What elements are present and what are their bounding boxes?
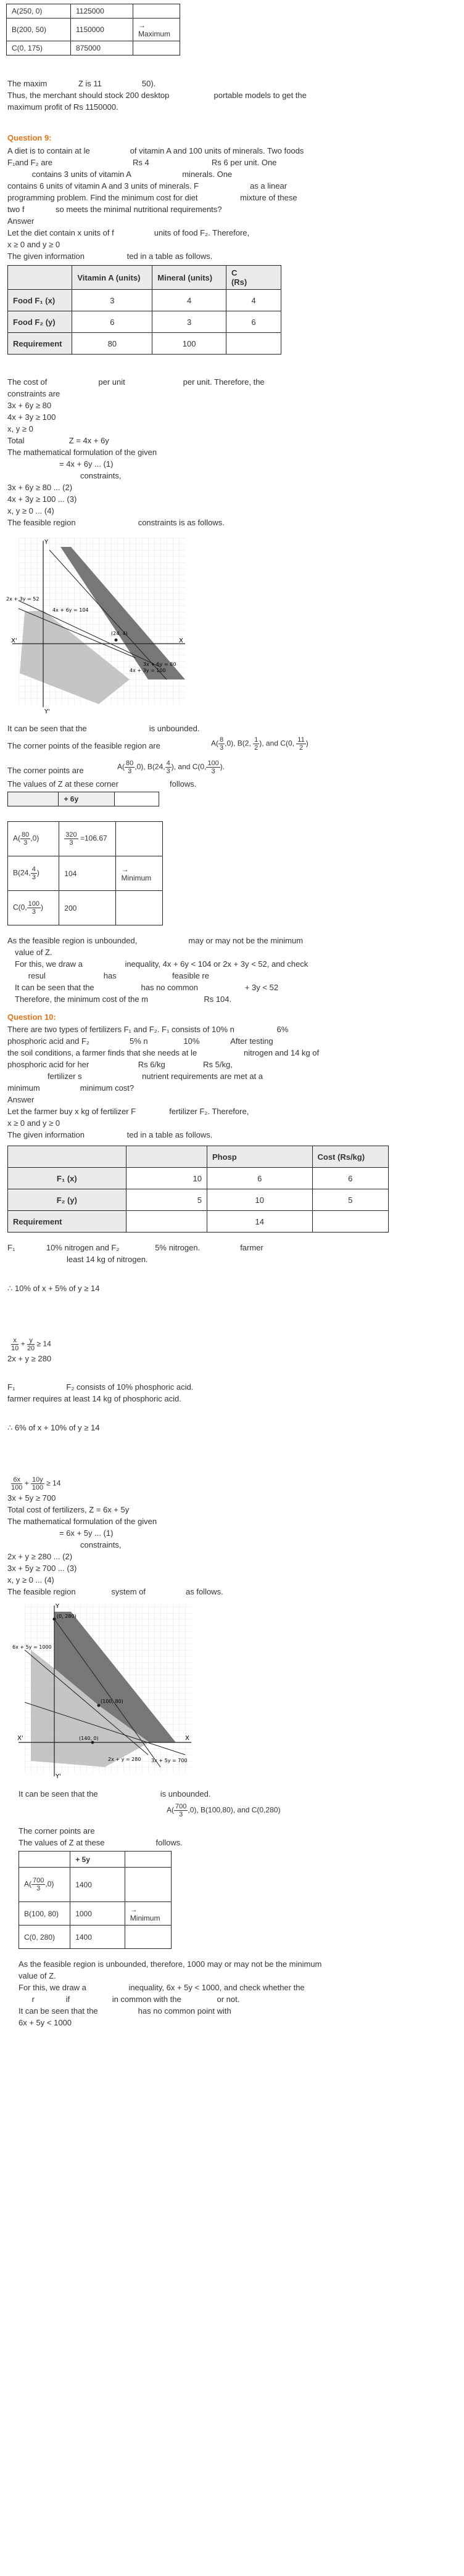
intro-line: The maxim Z is 11 50). (7, 79, 156, 88)
table-row (8, 333, 281, 355)
q9-text: 3x + 6y ≥ 80 ... (2) (7, 483, 73, 492)
line-label: 2x + y = 280 (108, 1757, 141, 1762)
q9-text: = 4x + 6y ... (1) (59, 459, 114, 469)
q9-z-header (7, 792, 159, 806)
line-label: 4x + 3y = 100 (130, 668, 166, 673)
q9-text: two f so meets the minimal nutritional requirements? (7, 205, 222, 214)
table-header-row (8, 1146, 389, 1168)
q9-text: programming problem. Find the minimum cost for diet mixture of these (7, 193, 297, 202)
table-cell: F₂ (y) (8, 1189, 126, 1211)
q9-text: x, y ≥ 0 ... (4) (7, 506, 54, 515)
table-cell: 1150000 (70, 18, 133, 41)
table-cell (116, 891, 163, 925)
table-cell: 104 (59, 856, 116, 891)
question-9-heading: Question 9: (7, 133, 52, 142)
q10-data-table (7, 1146, 389, 1233)
table-cell: Food F₁ (x) (8, 290, 72, 311)
table-cell (125, 1852, 171, 1868)
table-row (7, 18, 180, 41)
q9-text: 4x + 3y ≥ 100 ... (3) (7, 494, 77, 504)
table-cell: 5 (312, 1189, 389, 1211)
table-cell: 875000 (70, 41, 133, 55)
answer-label: Answer (7, 216, 35, 226)
q9-z-table (7, 821, 163, 925)
table-cell: → Maximum (133, 18, 180, 41)
q9-text: The cost of per unit per unit. Therefore, the (7, 377, 265, 387)
line-label: 4x + 6y = 104 (52, 607, 89, 613)
table-cell: B(24, $\frac{4}{3}$ ) (8, 856, 59, 891)
q10-text: constraints, (80, 1540, 122, 1549)
q9-text: F₁and F₂ are Rs 4 Rs 6 per unit. One (7, 158, 277, 167)
table-cell: 5 (126, 1189, 207, 1211)
table-row (8, 891, 163, 925)
table-header: + 6y (59, 792, 115, 806)
q10-text: The corner points are (19, 1826, 95, 1836)
q10-fraction-inequality: $\frac{x}{10}$ + $\frac{y}{20}$ ≥ 14 (11, 1337, 51, 1352)
table-cell: C(0, $\frac{100}{3}$ ) (8, 891, 59, 925)
q9-text: constraints are (7, 389, 60, 398)
corner-point (53, 1618, 56, 1621)
table-row (19, 1926, 172, 1949)
q9-text: It can be seen that the has no common + 3y < 52 (15, 983, 279, 992)
table-cell: → Minimum (125, 1902, 171, 1926)
line-label: 3x + 6y = 80 (143, 662, 176, 667)
q9-answer: x ≥ 0 and y ≥ 0 (7, 240, 60, 249)
axis-label: X' (17, 1735, 23, 1742)
table-cell (19, 1852, 70, 1868)
q10-text: It can be seen that the has no common point with (19, 2006, 231, 2016)
q9-answer: Let the diet contain x units of f units of food F₂. Therefore, (7, 228, 250, 237)
q10-text: 3x + 5y ≥ 700 ... (3) (7, 1564, 77, 1573)
q10-text: The mathematical formulation of the given (7, 1517, 157, 1526)
q9-text: Therefore, the minimum cost of the m Rs 104. (15, 995, 232, 1004)
table-cell: 200 (59, 891, 116, 925)
q10-text: = 6x + 5y ... (1) (59, 1528, 114, 1538)
q10-text: least 14 kg of nitrogen. (67, 1255, 148, 1264)
corner-point (91, 1741, 94, 1744)
q10-text: 2x + y ≥ 280 ... (2) (7, 1552, 73, 1561)
table-cell: 6 (207, 1168, 312, 1189)
line-label: 3x + 5y = 700 (151, 1758, 188, 1763)
q10-text: value of Z. (19, 1971, 56, 1980)
table-cell: 4 (226, 290, 281, 311)
q9-feasible-region-graph (6, 531, 191, 716)
table-cell (125, 1868, 171, 1902)
q10-text: For this, we draw a inequality, 6x + 5y < 1000, and check whether the (19, 1983, 305, 1992)
q10-fraction-inequality: $\frac{6x}{100}$ + $\frac{10y}{100}$ ≥ 14 (11, 1476, 61, 1491)
corner-point (97, 1704, 101, 1707)
q10-text: the soil conditions, a farmer finds that she needs at le nitrogen and 14 kg of (7, 1048, 320, 1057)
table-cell: 4 (152, 290, 226, 311)
table-cell: A( $\frac{700}{3}$ ,0) (19, 1868, 70, 1902)
table-cell (115, 792, 159, 806)
table-header: Phosp (207, 1146, 312, 1168)
axis-label: Y' (56, 1773, 61, 1779)
table-header: C (Rs) (226, 266, 281, 290)
table-cell (126, 1211, 207, 1233)
axis-label: X' (11, 638, 17, 644)
table-row (8, 1211, 389, 1233)
table-cell: 1400 (70, 1926, 125, 1949)
table-cell: 1400 (70, 1868, 125, 1902)
intro-line: Thus, the merchant should stock 200 desktop portable models to get the (7, 91, 307, 100)
q10-text: fertilizer s nutrient requirements are met at a (7, 1072, 263, 1081)
q10-text: There are two types of fertilizers F₁ and F₂. F₁ consists of 10% n 6% (7, 1025, 289, 1034)
table-cell: C(0, 280) (19, 1926, 70, 1949)
q10-z-table (19, 1851, 172, 1949)
q9-text: Total Z = 4x + 6y (7, 436, 109, 445)
table-header-row (8, 266, 281, 290)
q10-text: It can be seen that the is unbounded. (19, 1789, 211, 1799)
table-cell (226, 333, 281, 355)
q10-answer: x ≥ 0 and y ≥ 0 (7, 1118, 60, 1128)
table-row (7, 41, 180, 55)
table-cell: Requirement (8, 1211, 126, 1233)
table-cell: 1000 (70, 1902, 125, 1926)
q10-text: The feasible region system of as follows. (7, 1587, 223, 1596)
table-cell: 10 (207, 1189, 312, 1211)
q10-text: phosphoric acid and F₂ 5% n 10% After testing (7, 1036, 273, 1046)
q9-text: It can be seen that the is unbounded. (7, 724, 200, 733)
table-cell (125, 1926, 171, 1949)
q9-text: For this, we draw a inequality, 4x + 6y < 104 or 2x + 3y < 52, and check (15, 959, 309, 969)
table-row (8, 311, 281, 333)
q10-text: 3x + 5y ≥ 700 (7, 1493, 56, 1503)
table-cell: C(0, 175) (7, 41, 71, 55)
q9-text: 4x + 3y ≥ 100 (7, 412, 56, 422)
table-cell: 6 (312, 1168, 389, 1189)
table-row (8, 290, 281, 311)
q10-text: As the feasible region is unbounded, therefore, 1000 may or may not be the minimum (19, 1959, 322, 1969)
axis-label: Y (44, 539, 49, 546)
table-header (126, 1146, 207, 1168)
table-row (19, 1852, 172, 1868)
q10-text: ∴ 10% of x + 5% of y ≥ 14 (7, 1284, 100, 1293)
q9-text: resul has feasible re (15, 971, 209, 980)
q9-data-table (7, 265, 281, 355)
q9-text: constraints, (80, 471, 122, 480)
table-row (8, 792, 159, 806)
q10-text: 2x + y ≥ 280 (7, 1354, 52, 1363)
table-cell: B(100, 80) (19, 1902, 70, 1926)
q10-text: F₁ 10% nitrogen and F₂ 5% nitrogen. farmer (7, 1243, 263, 1252)
q10-text: minimum minimum cost? (7, 1083, 135, 1093)
q10-feasible-region-graph (12, 1601, 197, 1779)
corner-points-formula: A( $\frac{8}{3}$ ,0), B(2, $\frac{1}{2}$ ), and C(0, $\frac{11}{2}$ ) (211, 736, 309, 752)
axis-label: Y (56, 1603, 60, 1610)
q10-answer: Let the farmer buy x kg of fertilizer F fertilizer F₂. Therefore, (7, 1107, 249, 1116)
table-row (8, 822, 163, 856)
q9-text: As the feasible region is unbounded, may or may not be the minimum (7, 936, 304, 945)
intro-line: maximum profit of Rs 1150000. (7, 102, 118, 112)
table-cell (116, 822, 163, 856)
q9-text: The values of Z at these corner follows. (7, 779, 197, 789)
table-cell: 3 (152, 311, 226, 333)
q10-text: ∴ 6% of x + 10% of y ≥ 14 (7, 1423, 100, 1432)
axis-label: X (179, 638, 183, 644)
table-row (8, 1168, 389, 1189)
table-cell: 80 (72, 333, 152, 355)
top-values-table (6, 4, 180, 55)
table-cell (312, 1211, 389, 1233)
table-row (8, 856, 163, 891)
table-cell: 14 (207, 1211, 312, 1233)
q9-text: 3x + 6y ≥ 80 (7, 401, 52, 410)
table-cell: $\frac{320}{3}$ =106.67 (59, 822, 116, 856)
table-header: Cost (Rs/kg) (312, 1146, 389, 1168)
point-label: (24, 4) (111, 631, 128, 636)
table-cell: Requirement (8, 333, 72, 355)
corner-points-formula: A( $\frac{700}{3}$ ,0), B(100,80), and C(0,280) (167, 1803, 281, 1818)
q10-text: F₁ F₂ consists of 10% phosphoric acid. (7, 1382, 194, 1392)
table-header (8, 1146, 126, 1168)
table-row (7, 4, 180, 18)
table-cell: 3 (72, 290, 152, 311)
table-cell: A( $\frac{80}{3}$ ,0) (8, 822, 59, 856)
table-row (19, 1868, 172, 1902)
table-header: + 5y (70, 1852, 125, 1868)
table-row (19, 1902, 172, 1926)
point-label: (0, 280) (57, 1614, 77, 1619)
table-cell: 6 (226, 311, 281, 333)
axis-label: Y' (44, 708, 50, 715)
q9-answer: The given information ted in a table as follows. (7, 252, 213, 261)
table-cell: 6 (72, 311, 152, 333)
q10-answer: The given information ted in a table as follows. (7, 1130, 213, 1139)
q9-text: The corner points are (7, 766, 84, 775)
line-label: 2x + 3y = 52 (6, 596, 39, 602)
point-label: (100, 80) (101, 1699, 123, 1704)
table-cell: 100 (152, 333, 226, 355)
q9-text: The corner points of the feasible region are (7, 741, 160, 750)
table-row (8, 1189, 389, 1211)
q9-text: The feasible region constraints is as follows. (7, 518, 225, 527)
corner-points-formula: A( $\frac{80}{3}$ ,0), B(24, $\frac{4}{3}$ ), and C(0, $\frac{100}{3}$ ). (117, 760, 225, 775)
table-header: Vitamin A (units) (72, 266, 152, 290)
question-10-heading: Question 10: (7, 1012, 56, 1022)
answer-label: Answer (7, 1095, 35, 1104)
q10-text: The values of Z at these follows. (19, 1838, 183, 1847)
q9-text: x, y ≥ 0 (7, 424, 33, 433)
corner-point (115, 639, 118, 642)
q10-text: r if in common with the or not. (19, 1995, 240, 2004)
q10-text: 6x + 5y < 1000 (19, 2018, 72, 2027)
q9-text: value of Z. (15, 948, 52, 957)
table-cell (133, 41, 180, 55)
point-label: (140, 0) (79, 1736, 99, 1741)
table-cell: A(250, 0) (7, 4, 71, 18)
table-cell: B(200, 50) (7, 18, 71, 41)
table-cell (8, 792, 59, 806)
q10-text: farmer requires at least 14 kg of phosphoric acid. (7, 1394, 181, 1403)
axis-label: X (185, 1735, 189, 1742)
q10-text: phosphoric acid for her Rs 6/kg Rs 5/kg, (7, 1060, 233, 1069)
q10-text: x, y ≥ 0 ... (4) (7, 1575, 54, 1585)
table-cell: F₁ (x) (8, 1168, 126, 1189)
q10-text: Total cost of fertilizers, Z = 6x + 5y (7, 1505, 130, 1514)
table-cell: 1125000 (70, 4, 133, 18)
table-cell: 10 (126, 1168, 207, 1189)
table-cell: Food F₂ (y) (8, 311, 72, 333)
q9-text: contains 6 units of vitamin A and 3 units of minerals. F as a linear (7, 181, 288, 191)
q9-text: The mathematical formulation of the given (7, 448, 157, 457)
table-cell (133, 4, 180, 18)
table-header (8, 266, 72, 290)
table-cell: → Minimum (116, 856, 163, 891)
q9-text: contains 3 units of vitamin A minerals. One (7, 170, 233, 179)
table-header: Mineral (units) (152, 266, 226, 290)
q9-text: A diet is to contain at le of vitamin A and 100 units of minerals. Two foods (7, 146, 304, 155)
line-label: 6x + 5y = 1000 (12, 1644, 52, 1650)
